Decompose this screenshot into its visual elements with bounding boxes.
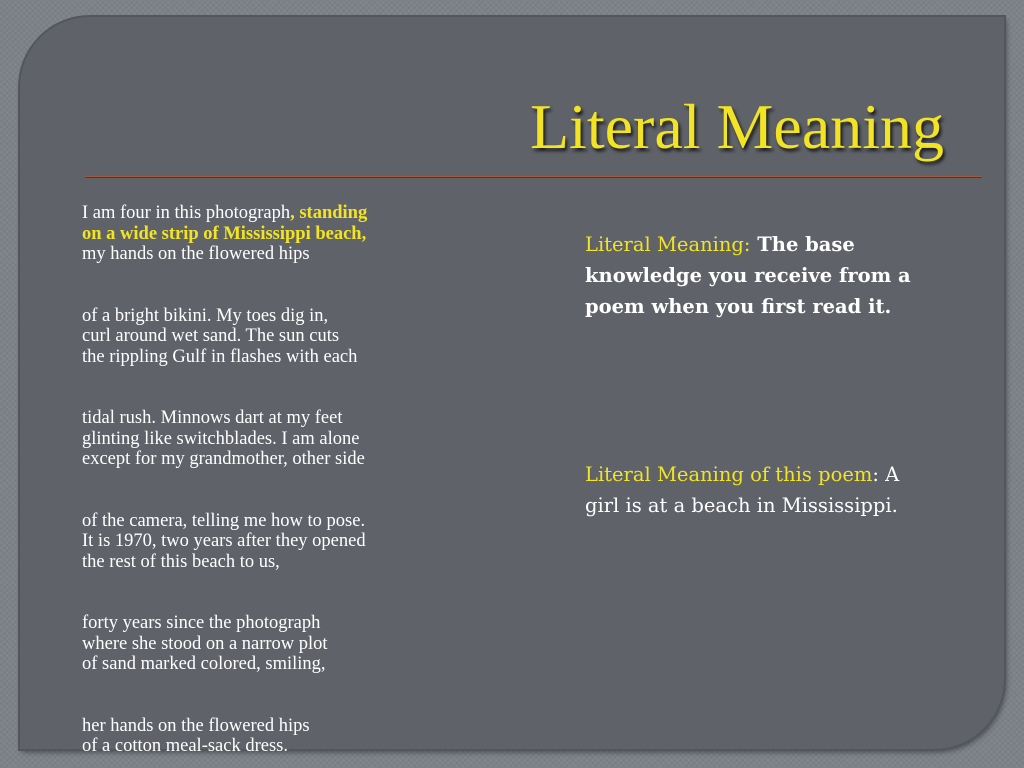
poem-line: of sand marked colored, smiling, <box>82 654 326 674</box>
poem-line: of the camera, telling me how to pose. <box>82 510 366 531</box>
poem-line: where she stood on a narrow plot <box>82 633 328 654</box>
poem-stanza <box>82 511 482 573</box>
definition-label: Literal Meaning: <box>585 233 751 256</box>
slide-title: Literal Meaning <box>529 91 944 162</box>
poem-line: of a cotton meal-sack dress. <box>82 736 288 756</box>
application-text: : A girl is at a beach in Mississippi. <box>585 463 900 517</box>
definition-block <box>585 229 925 322</box>
poem-line: her hands on the flowered hips <box>82 715 310 736</box>
poem-stanza <box>82 203 482 265</box>
poem-line: my hands on the flowered hips <box>82 244 310 264</box>
poem-text <box>82 203 482 757</box>
poem-stanza <box>82 306 482 368</box>
poem-stanza <box>82 408 482 470</box>
poem-line: the rest of this beach to us, <box>82 551 280 572</box>
poem-line-highlight: on a wide strip of Mississippi beach, <box>82 223 367 244</box>
poem-line: forty years since the photograph <box>82 613 321 633</box>
poem-stanza <box>82 716 482 757</box>
application-label: Literal Meaning of this poem <box>585 463 873 486</box>
poem-line <box>82 203 482 224</box>
poem-line: curl around wet sand. The sun cuts <box>82 326 340 346</box>
poem-line: of a bright bikini. My toes dig in, <box>82 305 329 326</box>
poem-line: the rippling Gulf in flashes with each <box>82 346 358 367</box>
poem-stanza <box>82 613 482 675</box>
poem-line: glinting like switchblades. I am alone <box>82 428 360 449</box>
title-divider <box>85 176 982 178</box>
poem-line-highlight: , standing <box>290 203 368 223</box>
slide <box>20 17 1004 756</box>
poem-line: except for my grandmother, other side <box>82 449 365 469</box>
poem-line: tidal rush. Minnows dart at my feet <box>82 408 343 428</box>
poem-line-text: I am four in this photograph <box>82 203 291 223</box>
definition-text: The base knowledge you receive from a poem when you first read it. <box>585 233 911 318</box>
application-block <box>585 459 925 521</box>
poem-line: It is 1970, two years after they opened <box>82 531 366 551</box>
